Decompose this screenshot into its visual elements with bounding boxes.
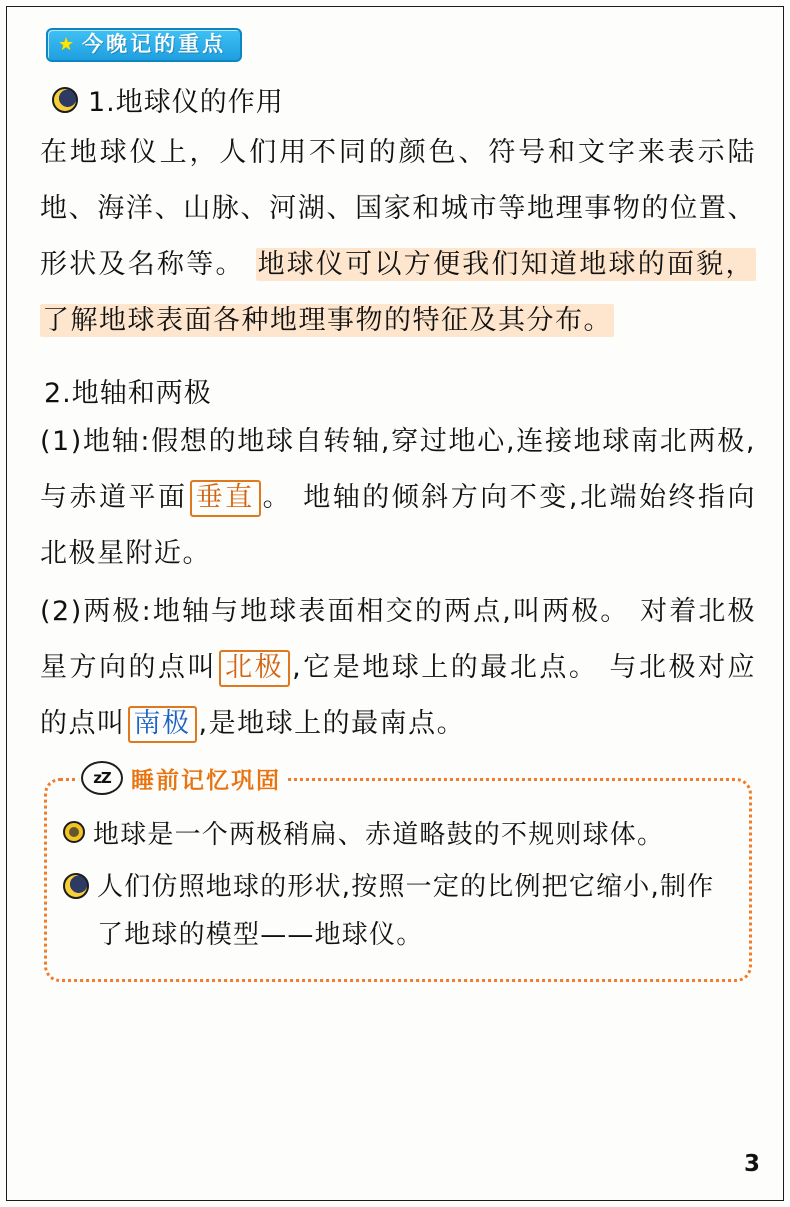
boxed-term-chuizhi: 垂直 (190, 480, 261, 517)
paragraph-run-plain: 在地球仪上，人们用不同的颜色、符号和文字来表示陆地、海洋、山脉、河湖、国家和城市等地理事物的位置、形状及名称等。 (40, 137, 756, 281)
section-1-paragraph (40, 125, 756, 349)
section-2-paragraph-1 (40, 414, 756, 582)
paragraph-run-plain: ,它是地球上的最北点。 与北极对应的点叫 (40, 652, 757, 740)
review-box-header (75, 761, 287, 795)
moon-icon (52, 87, 78, 113)
paragraph-run-plain: (2)两极:地轴与地球表面相交的两点,叫两极。 对着北极星方向的点叫 (40, 596, 756, 684)
paragraph-run-plain: 。 地轴的倾斜方向不变,北端始终指向北极星附近。 (40, 482, 757, 570)
page-number: 3 (743, 1151, 760, 1177)
zzz-icon: zZ (81, 761, 123, 795)
paragraph-run-plain: (1)地轴:假想的地球自转轴,穿过地心,连接地球南北两极,与赤道平面 (40, 426, 756, 514)
review-box-title: 睡前记忆巩固 (131, 767, 281, 794)
section-1-heading (52, 80, 756, 119)
review-item (63, 811, 733, 859)
section-banner (46, 28, 242, 62)
review-box (44, 767, 752, 982)
section-2-paragraph-2 (40, 584, 756, 752)
paragraph-run-highlight: 地球仪可以方便我们知道地球的面貌，了解地球表面各种地理事物的特征及其分布。 (42, 249, 754, 337)
section-banner-title: 今晚记的重点 (82, 32, 227, 56)
moon-icon (63, 873, 89, 899)
star-icon: ★ (58, 33, 75, 55)
review-item-text: 地球是一个两极稍扁、赤道略鼓的不规则球体。 (93, 820, 665, 851)
section-1-heading-text: 1.地球仪的作用 (88, 87, 284, 119)
page-content (34, 22, 756, 982)
boxed-term-beiji: 北极 (219, 650, 290, 687)
section-2-heading-text: 2.地轴和两极 (44, 378, 212, 410)
paragraph-run-plain: ,是地球上的最南点。 (198, 708, 466, 740)
sun-icon (63, 821, 85, 843)
review-item (63, 863, 733, 959)
review-item-text: 人们仿照地球的形状,按照一定的比例把它缩小,制作了地球的模型——地球仪。 (97, 872, 715, 951)
boxed-term-nanji: 南极 (128, 706, 197, 743)
